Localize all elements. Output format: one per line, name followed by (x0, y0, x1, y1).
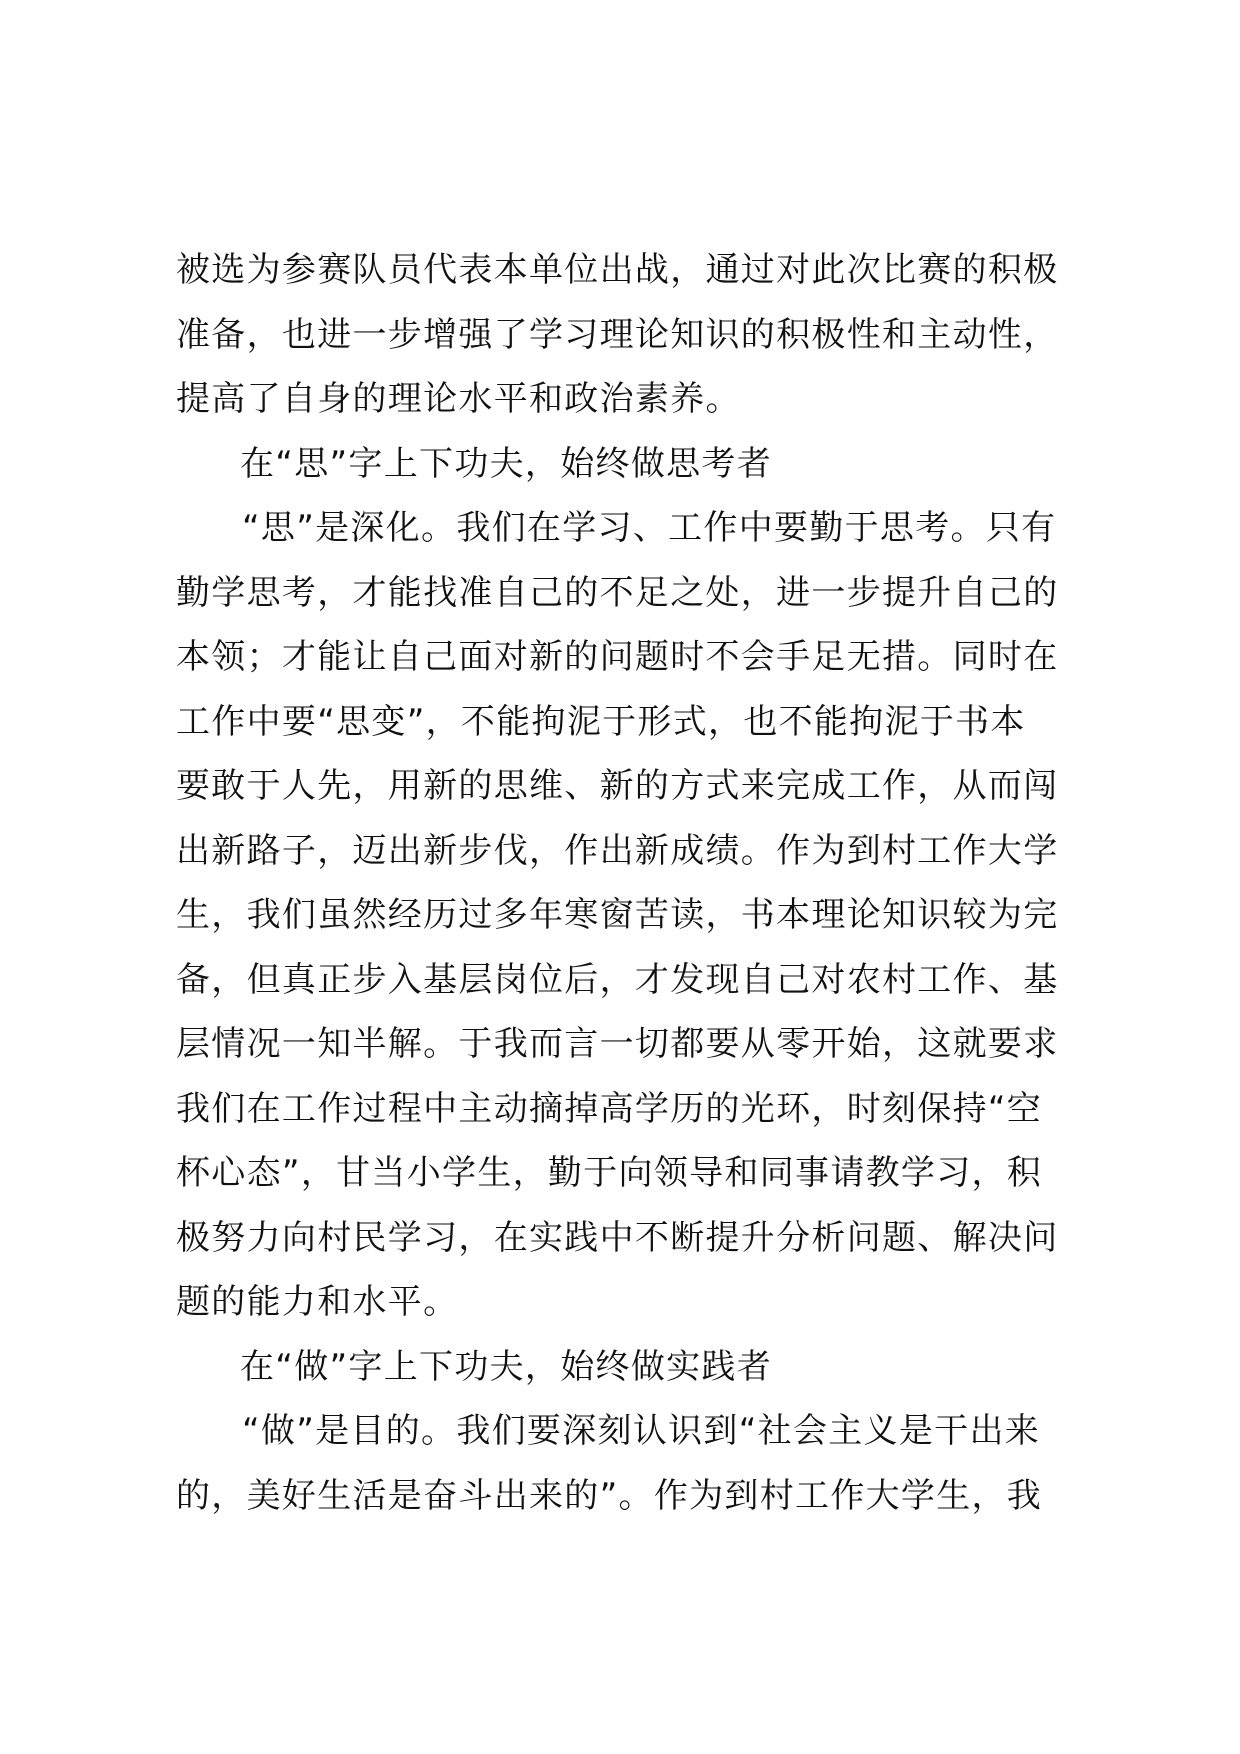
text-line: 出新路子，迈出新步伐，作出新成绩。作为到村工作大学 (176, 830, 1059, 871)
text-line: 的，美好生活是奋斗出来的”。作为到村工作大学生，我 (176, 1475, 1043, 1516)
text-line: 极努力向村民学习，在实践中不断提升分析问题、解决问 (176, 1217, 1059, 1258)
text-line: 被选为参赛队员代表本单位出战，通过对此次比赛的积极 (176, 250, 1059, 290)
text-line: 我们在工作过程中主动摘掉高学历的光环，时刻保持“空 (176, 1088, 1043, 1129)
text-line: 层情况一知半解。于我而言一切都要从零开始，这就要求 (176, 1024, 1059, 1064)
section-heading-think: 在“思”字上下功夫，始终做思考者 (240, 443, 773, 484)
text-line: 题的能力和水平。 (176, 1282, 459, 1322)
text-line: 生，我们虽然经历过多年寒窗苦读，书本理论知识较为完 (176, 895, 1059, 935)
text-line: 勤学思考，才能找准自己的不足之处，进一步提升自己的 (176, 572, 1059, 613)
document-body (176, 238, 1096, 1528)
text-line: 准备，也进一步增强了学习理论知识的积极性和主动性， (176, 314, 1059, 355)
text-line: 工作中要“思变”，不能拘泥于形式，也不能拘泥于书本 (176, 701, 1026, 742)
text-line: 备，但真正步入基层岗位后，才发现自己对农村工作、基 (176, 959, 1059, 1000)
section-heading-do: 在“做”字上下功夫，始终做实践者 (240, 1346, 773, 1387)
text-line: 要敢于人先，用新的思维、新的方式来完成工作，从而闯 (176, 766, 1059, 806)
text-line: “做”是目的。我们要深刻认识到“社会主义是干出来 (242, 1411, 1041, 1451)
text-line: “思”是深化。我们在学习、工作中要勤于思考。只有 (242, 508, 1057, 548)
text-line: 本领；才能让自己面对新的问题时不会手足无措。同时在 (176, 637, 1059, 677)
text-line: 提高了自身的理论水平和政治素养。 (176, 379, 741, 419)
text-line: 杯心态”，甘当小学生，勤于向领导和同事请教学习，积 (176, 1153, 1043, 1193)
